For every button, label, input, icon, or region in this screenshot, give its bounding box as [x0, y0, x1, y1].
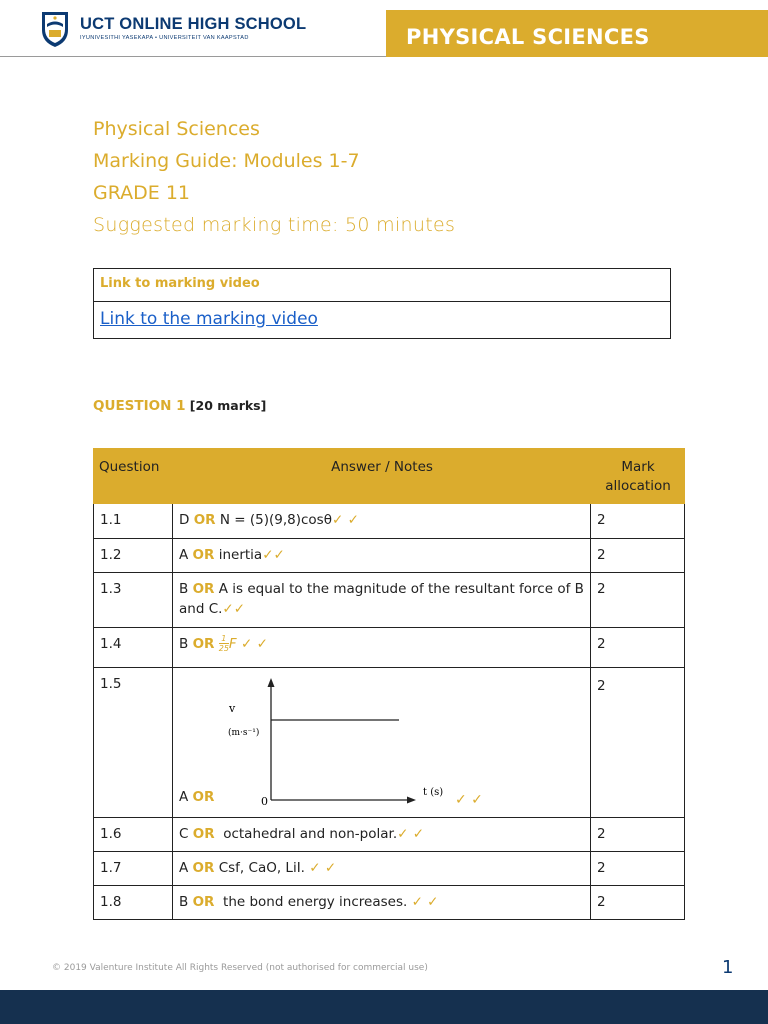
footer-band — [0, 990, 768, 1024]
answer-letter: B — [179, 581, 189, 597]
checkmarks: ✓ ✓ — [397, 826, 425, 842]
table-row — [93, 818, 685, 852]
y-axis-arrow-icon — [268, 678, 275, 687]
or-label: OR — [192, 636, 215, 652]
mark-value: 2 — [591, 628, 685, 668]
crest-icon — [40, 10, 70, 48]
or-label: OR — [193, 512, 216, 528]
or-label: OR — [192, 894, 215, 910]
school-logo — [40, 8, 306, 50]
answer-letter: B — [179, 894, 189, 910]
title-marking-time: Suggested marking time: 50 minutes — [93, 214, 456, 236]
answer-letter: A — [179, 789, 189, 805]
answer-text: N = (5)(9,8)cosθ — [219, 512, 332, 528]
video-link-header: Link to marking video — [94, 269, 670, 302]
answer-letter: A — [179, 860, 189, 876]
table-row — [93, 628, 685, 668]
question-number: 1.3 — [93, 573, 173, 628]
checkmarks: ✓ ✓ — [331, 512, 359, 528]
checkmarks: ✓ ✓ — [309, 860, 337, 876]
header-answer: Answer / Notes — [173, 448, 591, 504]
question-heading — [93, 398, 266, 414]
answer-text: the bond energy increases. — [223, 894, 408, 910]
answer-cell — [173, 573, 591, 628]
graph-x-label: t (s) — [423, 787, 444, 798]
title-grade: GRADE 11 — [93, 182, 191, 204]
document-title — [93, 113, 455, 241]
checkmarks: ✓✓ — [222, 601, 246, 617]
mark-value: 2 — [591, 818, 685, 852]
answer-cell — [173, 504, 591, 539]
table-header-row — [93, 448, 685, 504]
mark-value — [591, 668, 685, 818]
table-row — [93, 573, 685, 628]
school-tagline: IYUNIVESITHI YASEKAPA • UNIVERSITEIT VAN KAAPSTAD — [80, 35, 249, 42]
title-subject: Physical Sciences — [93, 118, 260, 140]
answer-option — [179, 787, 214, 807]
school-name: UCT ONLINE HIGH SCHOOL — [80, 14, 307, 33]
table-row — [93, 852, 685, 886]
fraction-denominator: 25 — [218, 643, 229, 653]
checkmarks: ✓ ✓ — [240, 636, 268, 652]
mark-value: 2 — [591, 539, 685, 573]
fraction — [219, 634, 229, 653]
marking-video-link[interactable]: Link to the marking video — [100, 309, 318, 329]
answer-cell — [173, 886, 591, 920]
page-number: 1 — [722, 957, 734, 978]
question-number: 1.4 — [93, 628, 173, 668]
answer-letter: C — [179, 826, 189, 842]
checkmarks: ✓✓ — [262, 547, 285, 563]
question-number: 1.6 — [93, 818, 173, 852]
mark-value-text: 2 — [597, 678, 606, 694]
question-number: 1.1 — [93, 504, 173, 539]
checkmarks: ✓ ✓ — [411, 894, 439, 910]
graph-y-label: v — [229, 702, 236, 715]
graph-origin: 0 — [261, 795, 268, 808]
answer-text: octahedral and non-polar. — [223, 826, 398, 842]
checkmarks: ✓ ✓ — [455, 792, 483, 808]
header-mark — [591, 448, 685, 504]
footer-copyright: © 2019 Valenture Institute All Rights Reserved (not authorised for commercial use) — [52, 963, 428, 973]
or-label: OR — [192, 581, 215, 597]
mark-value: 2 — [591, 573, 685, 628]
table-row — [93, 504, 685, 539]
answer-cell — [173, 539, 591, 573]
question-number: 1.8 — [93, 886, 173, 920]
force-variable: F — [228, 636, 237, 652]
video-link-box — [93, 268, 671, 339]
table-row — [93, 539, 685, 573]
question-number: 1.2 — [93, 539, 173, 573]
subject-banner — [386, 10, 768, 57]
question-label: QUESTION 1 — [93, 398, 186, 414]
answer-cell — [173, 628, 591, 668]
answer-cell — [173, 818, 591, 852]
answer-text: A is equal to the magnitude of the resultant force of B and C. — [179, 581, 584, 617]
answer-text: Csf, CaO, LiI. — [218, 860, 305, 876]
mark-value: 2 — [591, 886, 685, 920]
mark-value: 2 — [591, 504, 685, 539]
question-marks: [20 marks] — [189, 398, 267, 413]
answer-letter: D — [179, 512, 190, 528]
fraction-numerator: 1 — [219, 634, 229, 644]
subject-banner-text: PHYSICAL SCIENCES — [406, 25, 650, 49]
or-label: OR — [192, 789, 215, 805]
answer-letter: A — [179, 547, 189, 563]
answer-letter: B — [179, 636, 189, 652]
title-guide: Marking Guide: Modules 1-7 — [93, 150, 360, 172]
velocity-time-graph — [173, 668, 589, 814]
mark-value: 2 — [591, 852, 685, 886]
question-number: 1.7 — [93, 852, 173, 886]
x-axis-arrow-icon — [407, 797, 416, 804]
header-divider — [0, 56, 386, 57]
answer-text: inertia — [218, 547, 263, 563]
graph-y-unit: (m·s⁻¹) — [228, 728, 260, 738]
table-row — [93, 668, 685, 818]
header-question: Question — [93, 448, 173, 504]
or-label: OR — [192, 860, 215, 876]
or-label: OR — [192, 547, 215, 563]
header-mark-label: Mark allocation — [605, 459, 671, 494]
table-row — [93, 886, 685, 920]
answer-cell — [173, 668, 591, 818]
marking-table — [93, 448, 685, 920]
or-label: OR — [192, 826, 215, 842]
answer-cell — [173, 852, 591, 886]
question-number: 1.5 — [93, 668, 173, 818]
